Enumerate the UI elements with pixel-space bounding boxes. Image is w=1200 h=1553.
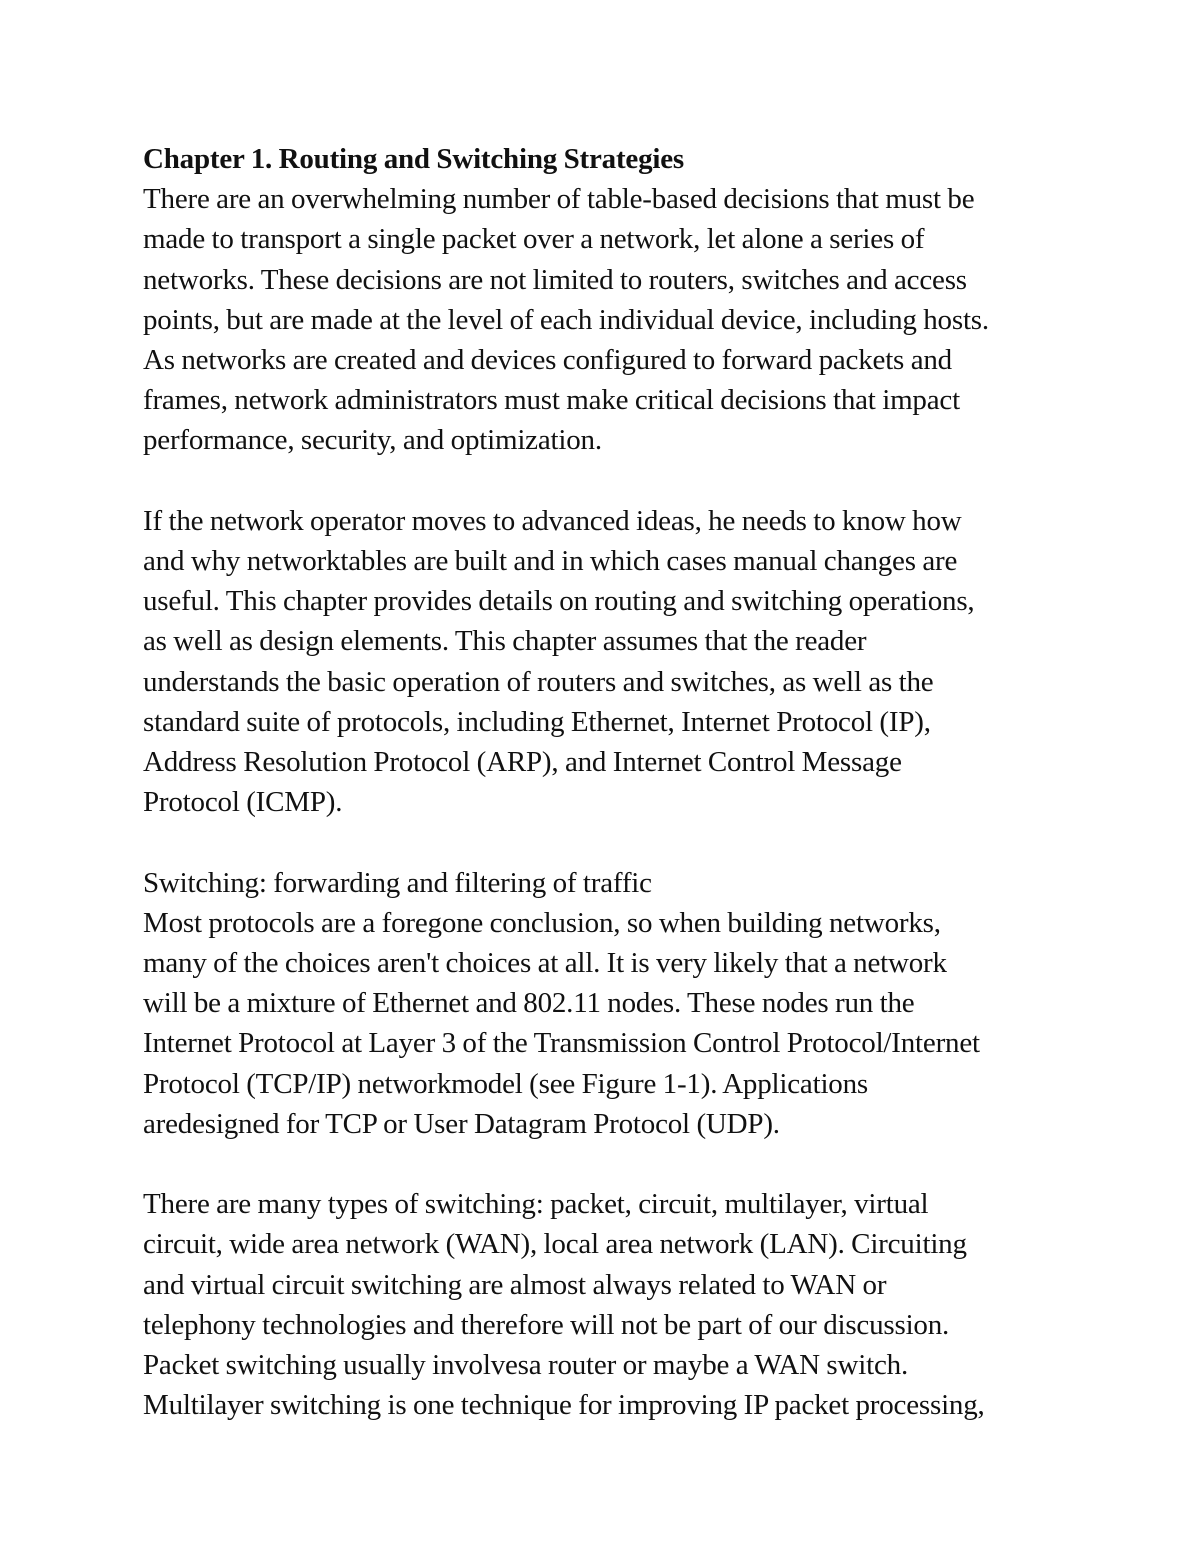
text-line: Address Resolution Protocol (ARP), and Internet Control Message [143, 746, 902, 779]
text-line: understands the basic operation of routers and switches, as well as the [143, 665, 934, 698]
paragraph-switching [143, 863, 1103, 1144]
text-line: and why networktables are built and in which cases manual changes are [143, 545, 958, 578]
text-line: performance, security, and optimization. [143, 424, 602, 457]
document-body [143, 139, 1103, 1425]
text-line: points, but are made at the level of each individual device, including hosts. [143, 303, 989, 336]
text-line: standard suite of protocols, including Ethernet, Internet Protocol (IP), [143, 705, 931, 738]
text-line: As networks are created and devices configured to forward packets and [143, 344, 952, 377]
paragraph-gap [143, 822, 1103, 862]
text-line: frames, network administrators must make critical decisions that impact [143, 384, 960, 417]
chapter-title: Chapter 1. Routing and Switching Strategies [143, 143, 685, 175]
text-line: made to transport a single packet over a network, let alone a series of [143, 223, 925, 256]
text-line: many of the choices aren't choices at all. It is very likely that a network [143, 947, 947, 980]
text-line: Protocol (ICMP). [143, 786, 343, 819]
text-line: as well as design elements. This chapter assumes that the reader [143, 625, 867, 658]
text-line: useful. This chapter provides details on routing and switching operations, [143, 585, 975, 618]
text-line: Most protocols are a foregone conclusion, so when building networks, [143, 906, 941, 939]
text-line: circuit, wide area network (WAN), local area network (LAN). Circuiting [143, 1228, 967, 1261]
text-line: Internet Protocol at Layer 3 of the Transmission Control Protocol/Internet [143, 1027, 980, 1060]
text-line: aredesigned for TCP or User Datagram Protocol (UDP). [143, 1107, 780, 1140]
text-line: Protocol (TCP/IP) networkmodel (see Figure 1-1). Applications [143, 1067, 868, 1100]
text-line: Multilayer switching is one technique for improving IP packet processing, [143, 1389, 985, 1422]
paragraph-intro [143, 179, 1103, 460]
paragraph-gap [143, 461, 1103, 501]
text-line: If the network operator moves to advanced ideas, he needs to know how [143, 504, 962, 537]
section-subheading: Switching: forwarding and filtering of traffic [143, 866, 652, 899]
text-line: will be a mixture of Ethernet and 802.11 nodes. These nodes run the [143, 987, 915, 1020]
text-line: There are many types of switching: packet, circuit, multilayer, virtual [143, 1188, 929, 1221]
text-line: There are an overwhelming number of table-based decisions that must be [143, 183, 975, 216]
paragraph-gap [143, 1144, 1103, 1184]
text-line: and virtual circuit switching are almost always related to WAN or [143, 1268, 887, 1301]
text-line: networks. These decisions are not limited to routers, switches and access [143, 263, 967, 296]
paragraph-types [143, 1184, 1103, 1425]
text-line: Packet switching usually involvesa router or maybe a WAN switch. [143, 1349, 908, 1382]
paragraph-operator [143, 501, 1103, 823]
text-line: telephony technologies and therefore will not be part of our discussion. [143, 1308, 950, 1341]
